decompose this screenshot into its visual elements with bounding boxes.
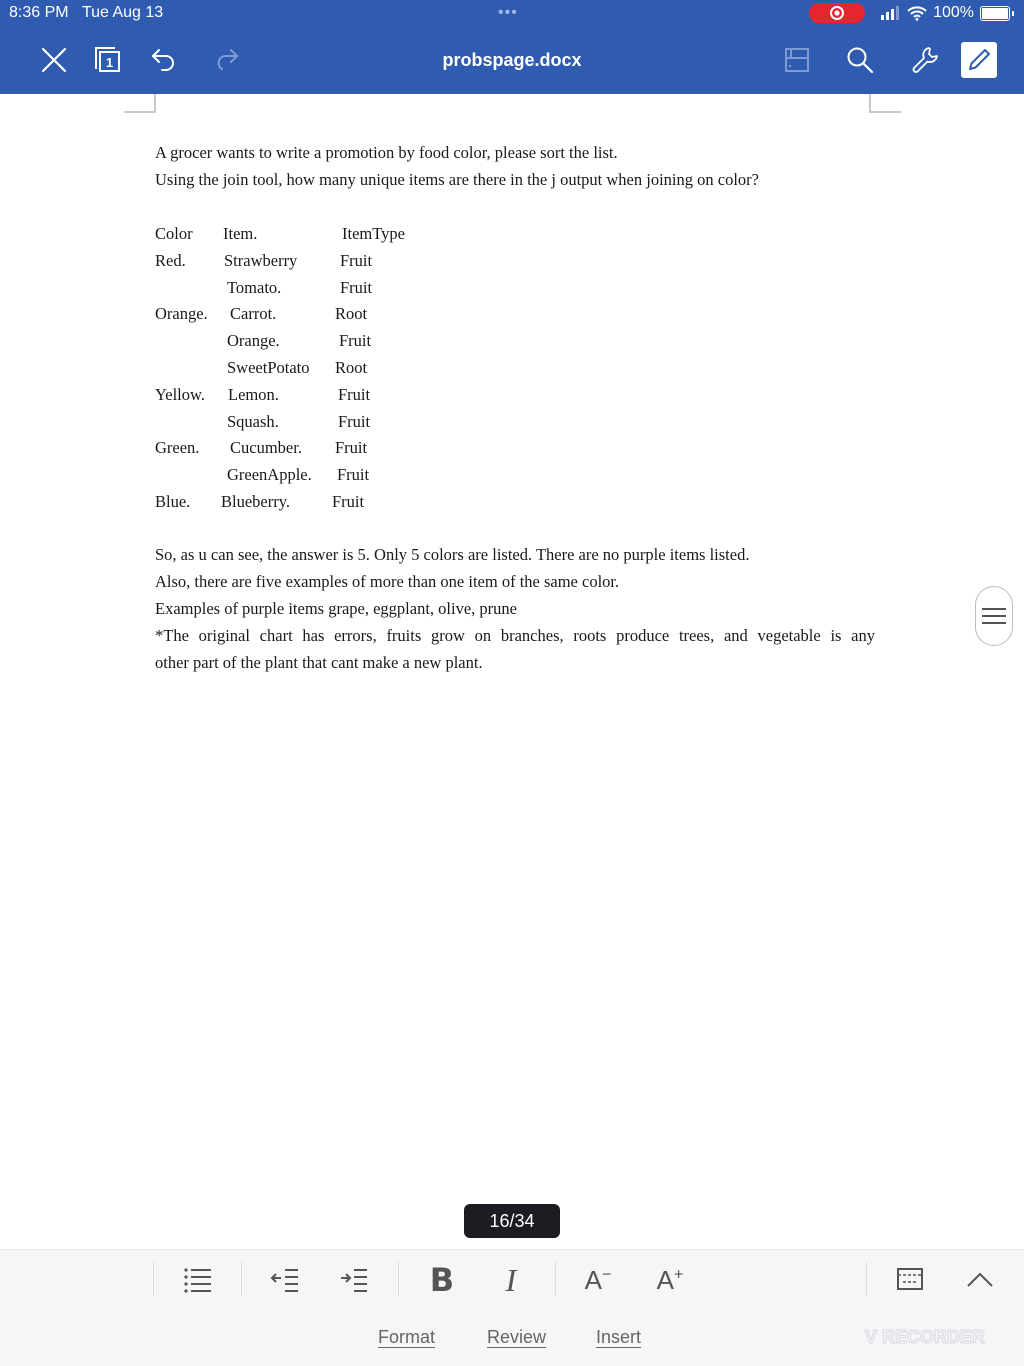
increase-indent-icon xyxy=(339,1266,369,1294)
cell-itemtype: Fruit xyxy=(335,438,368,458)
font-plus-sign: + xyxy=(674,1265,684,1283)
record-icon xyxy=(829,5,845,21)
cell-itemtype: Fruit xyxy=(332,491,365,511)
cell-item: SweetPotato xyxy=(227,357,310,377)
table-row xyxy=(155,330,875,357)
clock-time: 8:36 PM xyxy=(9,4,69,21)
battery-icon xyxy=(980,6,1010,21)
chevron-up-icon xyxy=(966,1271,994,1289)
bullet-list-icon xyxy=(183,1266,213,1294)
multitask-dots-icon[interactable]: ••• xyxy=(498,4,518,21)
conclusion-line: *The original chart has errors, fruits grow on branches, roots produce trees, and vegetable is any xyxy=(155,625,875,645)
header-color: Color xyxy=(155,224,193,243)
cell-item: Squash. xyxy=(227,411,279,431)
app-bar xyxy=(0,0,1024,94)
wrench-icon xyxy=(910,45,940,75)
cell-item: Carrot. xyxy=(230,304,277,324)
cell-color: Red. xyxy=(155,250,186,270)
cell-item: Orange. xyxy=(227,331,280,351)
page-indicator xyxy=(464,1204,560,1238)
document-body[interactable] xyxy=(155,142,875,679)
redo-icon xyxy=(212,45,242,75)
toolbar-divider xyxy=(555,1262,556,1296)
cell-itemtype: Fruit xyxy=(337,465,370,485)
collapse-toolbar-button[interactable] xyxy=(958,1260,1002,1300)
cell-color: Green. xyxy=(155,438,200,458)
pages-icon xyxy=(93,45,123,75)
toolbar-divider xyxy=(153,1262,154,1296)
conclusion-line: Examples of purple items grape, eggplant, olive, prune xyxy=(155,598,517,618)
search-button[interactable] xyxy=(840,40,880,80)
cell-item: Strawberry xyxy=(224,250,298,270)
undo-button[interactable] xyxy=(143,40,183,80)
recorder-watermark: V RECORDER xyxy=(865,1327,986,1347)
cell-itemtype: Fruit xyxy=(340,250,373,270)
header-itemtype: ItemType xyxy=(342,224,405,243)
increase-font-icon xyxy=(657,1265,684,1296)
cell-itemtype: Fruit xyxy=(339,331,372,351)
decrease-indent-button[interactable] xyxy=(263,1260,307,1300)
items-table xyxy=(155,223,875,518)
cell-item: Blueberry. xyxy=(221,491,291,511)
table-row xyxy=(155,384,875,411)
battery-nub xyxy=(1012,11,1014,16)
keyboard-icon xyxy=(896,1267,924,1293)
table-row xyxy=(155,464,875,491)
edit-button[interactable] xyxy=(961,42,997,78)
toolbar-divider xyxy=(241,1262,242,1296)
page-view-number: 1 xyxy=(105,55,114,70)
conclusion-line: So, as u can see, the answer is 5. Only 5 colors are listed. There are no purple items listed. xyxy=(155,544,750,564)
cell-item: Lemon. xyxy=(228,384,279,404)
page-margin-corner-left xyxy=(124,94,156,113)
font-letter: A xyxy=(584,1264,602,1295)
close-icon xyxy=(41,47,67,73)
intro-line: Using the join tool, how many unique items are there in the j output when joining on color? xyxy=(155,170,759,189)
handle-line xyxy=(982,622,1006,624)
table-row xyxy=(155,303,875,330)
table-row xyxy=(155,357,875,384)
screen-recording-indicator[interactable] xyxy=(809,3,865,23)
cell-item: GreenApple. xyxy=(227,465,312,485)
save-button[interactable] xyxy=(777,40,817,80)
table-row xyxy=(155,411,875,438)
cell-itemtype: Root xyxy=(335,357,368,377)
tools-button[interactable] xyxy=(905,40,945,80)
keyboard-button[interactable] xyxy=(888,1260,932,1300)
handle-line xyxy=(982,608,1006,610)
toolbar-divider xyxy=(398,1262,399,1296)
increase-font-button[interactable] xyxy=(648,1260,692,1300)
page-view-button[interactable] xyxy=(88,40,128,80)
redo-button[interactable] xyxy=(207,40,247,80)
table-row xyxy=(155,277,875,304)
battery-level-fill xyxy=(982,8,1008,19)
wifi-icon xyxy=(907,5,927,21)
format-toolbar xyxy=(0,1249,1024,1311)
undo-icon xyxy=(148,45,178,75)
decrease-indent-icon xyxy=(270,1266,300,1294)
clock-date: Tue Aug 13 xyxy=(81,4,164,21)
cell-itemtype: Fruit xyxy=(340,277,373,297)
cell-color: Orange. xyxy=(155,304,208,324)
tab-review[interactable]: Review xyxy=(487,1327,547,1347)
table-row xyxy=(155,437,875,464)
page-margin-corner-right xyxy=(869,94,901,113)
table-row xyxy=(155,250,875,277)
italic-icon: I xyxy=(505,1261,517,1298)
font-letter: A xyxy=(656,1264,674,1295)
cell-itemtype: Root xyxy=(335,304,368,324)
cell-color: Yellow. xyxy=(155,384,205,404)
intro-line: A grocer wants to write a promotion by food color, please sort the list. xyxy=(155,143,618,162)
table-row xyxy=(155,491,875,518)
cell-item: Cucumber. xyxy=(230,438,302,458)
bullet-list-button[interactable] xyxy=(176,1260,220,1300)
increase-indent-button[interactable] xyxy=(332,1260,376,1300)
bold-button[interactable] xyxy=(420,1260,464,1300)
status-indicators xyxy=(809,2,1014,24)
decrease-font-button[interactable] xyxy=(576,1260,620,1300)
cell-item: Tomato. xyxy=(227,277,282,297)
cell-itemtype: Fruit xyxy=(338,384,371,404)
battery-percent: 100% xyxy=(933,4,974,21)
font-minus-sign: − xyxy=(602,1265,612,1283)
tab-format[interactable]: Format xyxy=(378,1327,436,1347)
italic-button[interactable] xyxy=(489,1260,533,1300)
conclusion-line: other part of the plant that cant make a new plant. xyxy=(155,652,483,672)
table-header-row xyxy=(155,223,875,250)
conclusion-line: Also, there are five examples of more than one item of the same color. xyxy=(155,571,620,591)
decrease-font-icon xyxy=(585,1265,612,1296)
page-indicator-text: 16/34 xyxy=(489,1210,535,1231)
cell-color: Blue. xyxy=(155,491,191,511)
scroll-handle[interactable] xyxy=(975,586,1013,646)
cell-itemtype: Fruit xyxy=(338,411,371,431)
handle-line xyxy=(982,615,1006,617)
document-title: probspage.docx xyxy=(442,50,582,70)
search-icon xyxy=(845,45,875,75)
status-time xyxy=(9,4,163,22)
save-icon xyxy=(783,46,811,74)
tab-insert[interactable]: Insert xyxy=(596,1327,642,1347)
edit-pencil-icon xyxy=(965,46,993,74)
bold-icon: B xyxy=(429,1261,455,1299)
close-button[interactable] xyxy=(34,40,74,80)
cellular-signal-icon xyxy=(881,6,901,20)
header-item: Item. xyxy=(223,224,258,243)
toolbar-divider xyxy=(866,1262,867,1296)
